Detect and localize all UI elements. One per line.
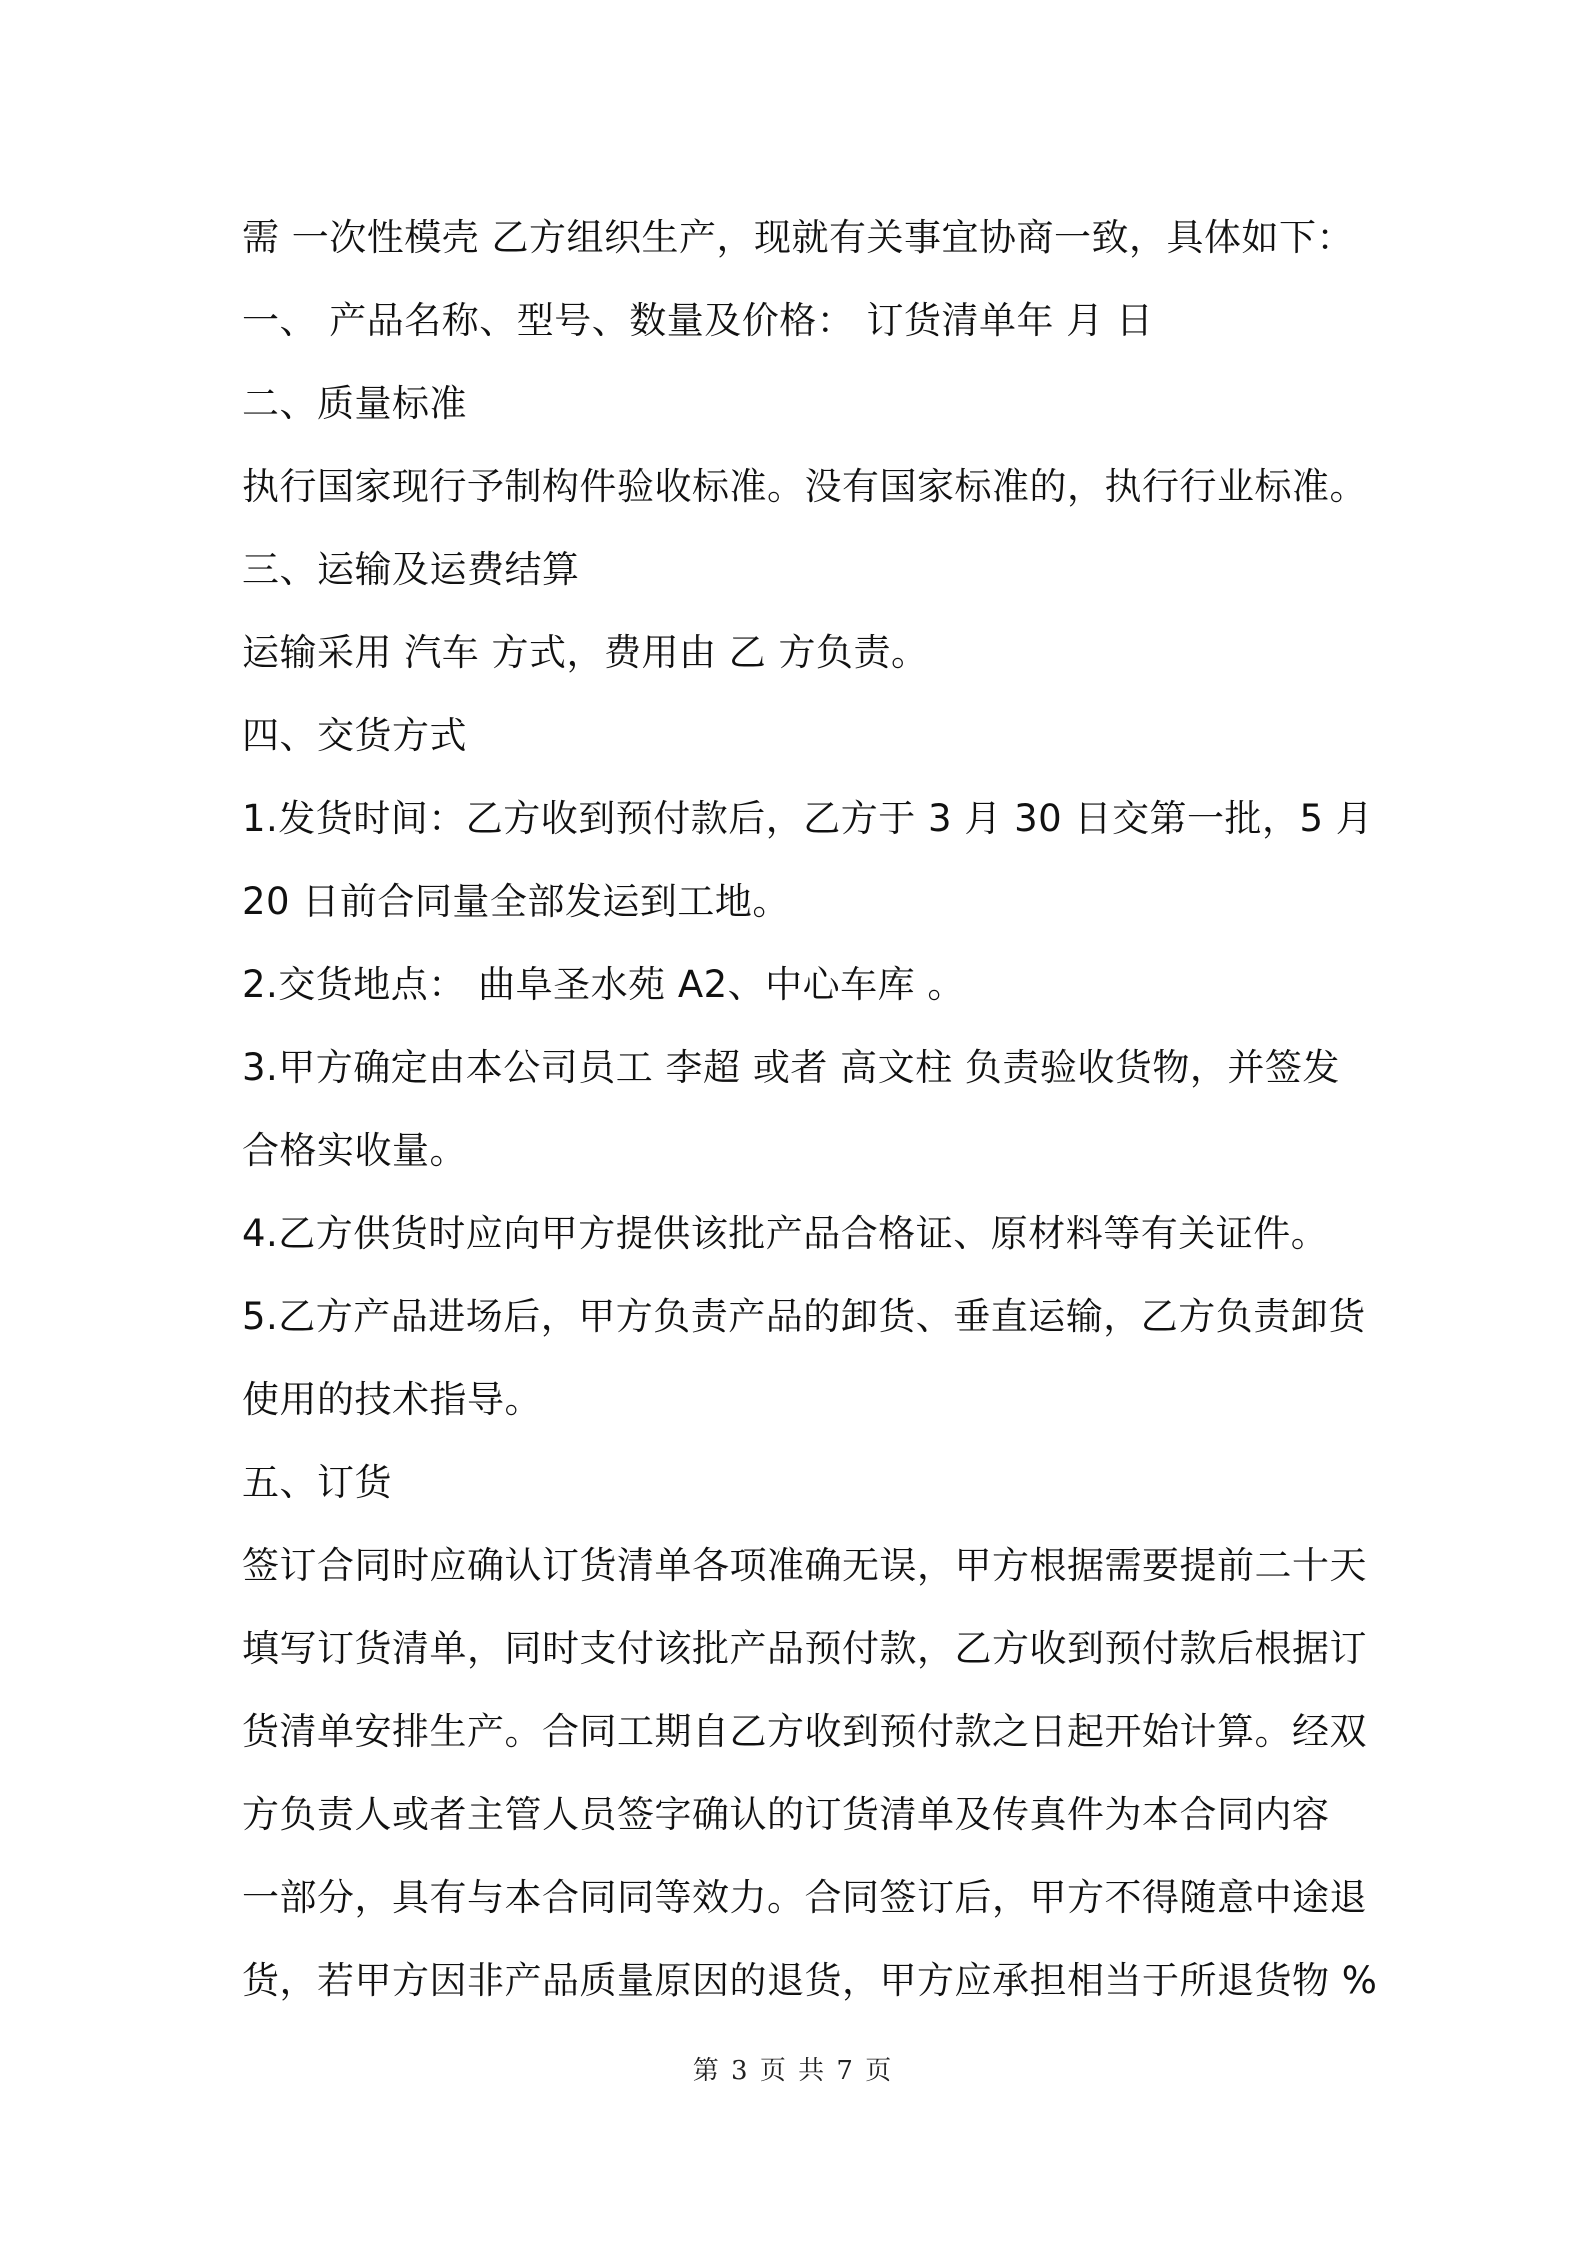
text-line: 使用的技术指导。 [242,1378,542,1421]
text-line: 需 一次性模壳 乙方组织生产，现就有关事宜协商一致，具体如下： [242,216,1355,259]
text-line: 4.乙方供货时应向甲方提供该批产品合格证、原材料等有关证件。 [242,1212,1329,1255]
text-line: 合格实收量。 [242,1129,467,1172]
text-line: 5.乙方产品进场后，甲方负责产品的卸货、垂直运输，乙方负责卸货 [242,1295,1366,1338]
text-line: 2.交货地点： 曲阜圣水苑 A2、中心车库 。 [242,963,965,1006]
text-line: 一部分，具有与本合同同等效力。合同签订后，甲方不得随意中途退 [242,1876,1367,1919]
document-body [242,196,1378,2022]
text-line: 货，若甲方因非产品质量原因的退货，甲方应承担相当于所退货物 % [242,1959,1378,2002]
text-line: 运输采用 汽车 方式，费用由 乙 方负责。 [242,631,929,674]
text-line: 执行国家现行予制构件验收标准。没有国家标准的，执行行业标准。 [242,465,1367,508]
text-line: 货清单安排生产。合同工期自乙方收到预付款之日起开始计算。经双 [242,1710,1367,1753]
text-line: 方负责人或者主管人员签字确认的订货清单及传真件为本合同内容 [242,1793,1330,1836]
section-heading-5: 五、订货 [242,1461,392,1504]
page-number-footer: 第 3 页 共 7 页 [692,2056,894,2086]
text-line: 3.甲方确定由本公司员工 李超 或者 高文柱 负责验收货物，并签发 [242,1046,1340,1089]
section-heading-3: 三、运输及运费结算 [242,548,580,591]
section-heading-4: 四、交货方式 [242,714,467,757]
text-line: 20 日前合同量全部发运到工地。 [242,880,790,923]
text-line: 1.发货时间：乙方收到预付款后，乙方于 3 月 30 日交第一批，5 月 [242,797,1374,840]
text-line: 填写订货清单，同时支付该批产品预付款，乙方收到预付款后根据订 [242,1627,1367,1670]
section-heading-2: 二、质量标准 [242,382,467,425]
section-heading-1: 一、 产品名称、型号、数量及价格： 订货清单年 月 日 [242,299,1154,342]
text-line: 签订合同时应确认订货清单各项准确无误，甲方根据需要提前二十天 [242,1544,1367,1587]
